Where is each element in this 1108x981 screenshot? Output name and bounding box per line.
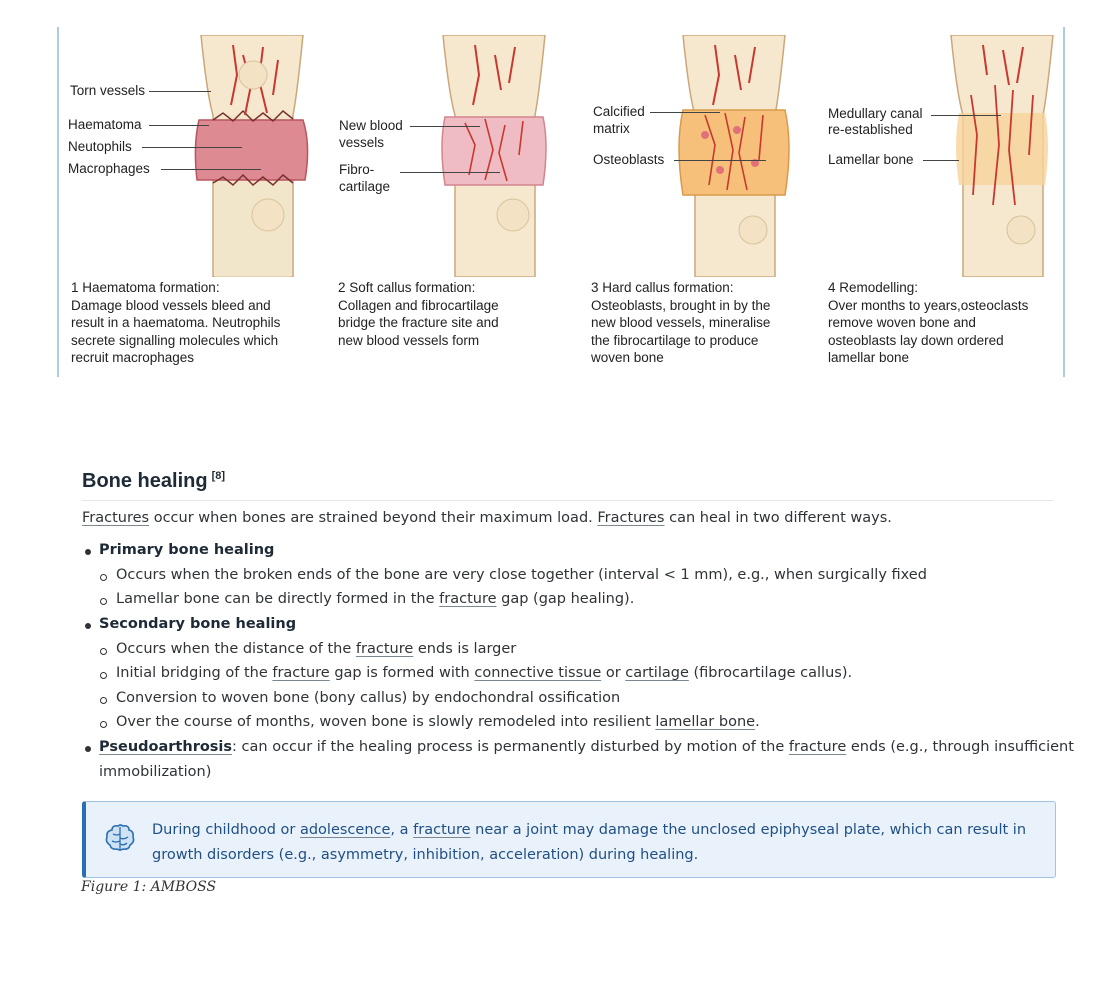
link-pseudoarthrosis[interactable]: Pseudoarthrosis: [99, 739, 233, 755]
label-torn-vessels: Torn vessels: [70, 83, 146, 98]
leader-line: [149, 125, 209, 126]
link-fracture[interactable]: fracture: [439, 591, 497, 607]
bullet: [85, 549, 91, 555]
link-fracture[interactable]: fracture: [788, 739, 847, 755]
list-item-continuation: immobilization): [99, 764, 212, 780]
link-fracture[interactable]: fracture: [413, 822, 471, 838]
sub-bullet: [100, 721, 107, 728]
link-lamellar-bone[interactable]: lamellar bone: [655, 714, 756, 730]
leader-line: [923, 160, 959, 161]
list-item: Conversion to woven bone (bony callus) by endochondral ossification: [116, 690, 621, 706]
bullet: [85, 746, 91, 752]
label-new-blood-vessels: New blood: [339, 118, 403, 133]
list-item: Occurs when the distance of the fracture ends is larger: [116, 641, 517, 657]
callout-text: During childhood or adolescence, a fracture near a joint may damage the unclosed epiphyseal plate, which can result in growth disorders (e.g., asymmetry, inhibition, acceleration) during healing.: [152, 822, 1027, 863]
heading-divider: [82, 500, 1053, 501]
brain-icon: [104, 824, 136, 852]
bone-haematoma-illustration: [193, 35, 311, 277]
label-fibrocartilage: Fibro-: [339, 162, 375, 177]
label-macrophages: Macrophages: [68, 161, 150, 176]
link-fracture[interactable]: fracture: [272, 665, 330, 681]
reference-link[interactable]: [8]: [211, 470, 226, 483]
leader-line: [149, 91, 211, 92]
bone-remodelling-illustration: [943, 35, 1061, 277]
link-fractures[interactable]: Fractures: [597, 510, 665, 526]
link-fracture[interactable]: fracture: [355, 641, 414, 657]
label-lamellar-bone: Lamellar bone: [828, 152, 914, 167]
label-medullary-canal: Medullary canal: [828, 106, 923, 121]
list-item: Initial bridging of the fracture gap is formed with connective tissue or cartilage (fibrocartilage callus).: [116, 665, 853, 681]
panel-remodelling: [825, 27, 1065, 377]
caption-hard-callus-formation: 3 Hard callus formation: Osteoblasts, brought in by the new blood vessels, mineralise the fibrocartilage to produce woven bone: [591, 280, 771, 365]
sub-bullet: [100, 697, 107, 704]
leader-line: [674, 160, 766, 161]
label-new-blood-vessels-2: vessels: [339, 135, 385, 150]
caption-haematoma-formation: 1 Haematoma formation: Damage blood vessels bleed and result in a haematoma. Neutrophils secrete signalling molecules which recruit macrophages: [71, 280, 281, 365]
list-item-secondary-bone-healing: Secondary bone healing: [99, 616, 297, 632]
panel-soft-callus: [335, 27, 585, 377]
label-fibrocartilage-2: cartilage: [339, 179, 391, 194]
link-fractures[interactable]: Fractures: [82, 510, 150, 526]
figure-caption: Figure 1: AMBOSS: [81, 879, 217, 895]
list-item: Over the course of months, woven bone is slowly remodeled into resilient lamellar bone.: [116, 714, 760, 730]
sub-bullet: [100, 672, 107, 679]
bone-healing-figure: [57, 27, 1067, 377]
bullet: [85, 623, 91, 629]
list-item-pseudoarthrosis: Pseudoarthrosis: can occur if the healing process is permanently disturbed by motion of the fracture ends (e.g., through insufficient: [99, 739, 1074, 755]
section-heading: Bone healing [8]: [82, 470, 226, 492]
panel-haematoma: [57, 27, 317, 377]
bone-hard-callus-illustration: [675, 35, 793, 277]
leader-line: [410, 126, 480, 127]
list-item: Lamellar bone can be directly formed in the fracture gap (gap healing).: [116, 591, 635, 607]
label-haematoma: Haematoma: [68, 117, 142, 132]
label-medullary-canal-2: re-established: [828, 122, 913, 137]
intro-paragraph: Fractures occur when bones are strained beyond their maximum load. Fractures can heal in two different ways.: [82, 510, 892, 526]
link-adolescence[interactable]: adolescence: [299, 822, 391, 838]
leader-line: [650, 112, 720, 113]
leader-line: [931, 115, 1001, 116]
list-item: Occurs when the broken ends of the bone are very close together (interval < 1 mm), e.g., when surgically fixed: [116, 567, 927, 583]
sub-bullet: [100, 574, 107, 581]
label-calcified-matrix-2: matrix: [593, 121, 630, 136]
list-item-primary-bone-healing: Primary bone healing: [99, 542, 275, 558]
bone-soft-callus-illustration: [435, 35, 553, 277]
info-callout: [82, 801, 1056, 878]
caption-soft-callus-formation: 2 Soft callus formation: Collagen and fibrocartilage bridge the fracture site and new blood vessels form: [338, 280, 499, 348]
leader-line: [161, 169, 261, 170]
sub-bullet: [100, 598, 107, 605]
label-osteoblasts: Osteoblasts: [593, 152, 665, 167]
link-cartilage[interactable]: cartilage: [625, 665, 689, 681]
caption-remodelling: 4 Remodelling: Over months to years,osteoclasts remove woven bone and osteoblasts lay down ordered lamellar bone: [828, 280, 1029, 365]
leader-line: [400, 172, 500, 173]
sub-bullet: [100, 648, 107, 655]
label-neutophils: Neutophils: [68, 139, 132, 154]
label-calcified-matrix: Calcified: [593, 104, 645, 119]
leader-line: [142, 147, 242, 148]
panel-hard-callus: [587, 27, 827, 377]
link-connective-tissue[interactable]: connective tissue: [474, 665, 602, 681]
